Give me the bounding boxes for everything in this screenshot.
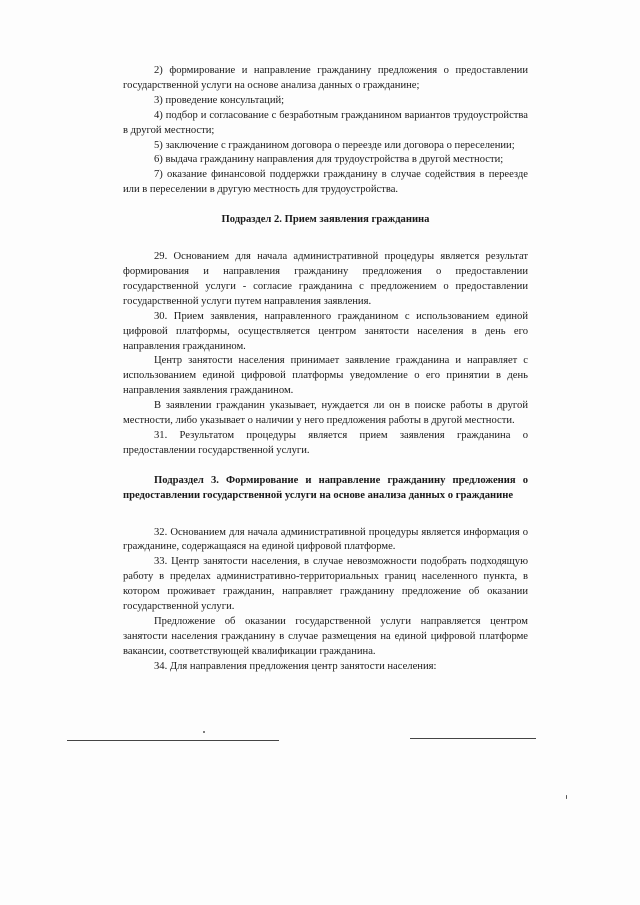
paragraph: 32. Основанием для начала административной процедуры является информация о гражданине, содержащаяся на единой цифровой платформе. bbox=[123, 526, 528, 553]
spacer bbox=[123, 504, 528, 526]
paragraph: В заявлении гражданин указывает, нуждается ли он в поиске работы в другой местности, либо указывает о наличии у него предложения работы в другой местности. bbox=[123, 400, 528, 427]
signature-line-right bbox=[410, 738, 536, 739]
list-item: 6) выдача гражданину направления для трудоустройства в другой местности; bbox=[154, 154, 504, 166]
spacer bbox=[123, 228, 528, 250]
section-3-heading: Подраздел 3. Формирование и направление гражданину предложения о предоставлении государственной услуги на основе анализа данных о гражданине bbox=[123, 474, 528, 501]
list-item: 7) оказание финансовой поддержки гражданину в случае содействия в переезде или в переселении в другую местность для трудоустройства. bbox=[123, 169, 528, 196]
list-item: 5) заключение с гражданином договора о переезде или договора о переселении; bbox=[154, 139, 515, 151]
section-2-heading: Подраздел 2. Прием заявления гражданина bbox=[221, 214, 430, 226]
paragraph: 33. Центр занятости населения, в случае невозможности подобрать подходящую работу в пределах административно-территориальных границ населенного пункта, в котором проживает гражданин, направляет гражданину предложение об оказании государственной услуги. bbox=[123, 556, 528, 613]
scan-speck bbox=[566, 795, 567, 799]
spacer bbox=[123, 198, 528, 213]
paragraph: Центр занятости населения принимает заявление гражданина и направляет с использованием единой цифровой платформы уведомление о его принятии в день направления заявления гражданином. bbox=[123, 355, 528, 397]
paragraph: Предложение об оказании государственной услуги направляется центром занятости населения гражданину в случае размещения на единой цифровой платформе вакансии, соответствующей квалификации гражданина. bbox=[123, 616, 528, 657]
scan-speck bbox=[203, 731, 205, 733]
list-item: 2) формирование и направление гражданину предложения о предоставлении государственной услуги на основе анализа данных о гражданине; bbox=[123, 65, 528, 91]
signature-line-left bbox=[67, 740, 279, 741]
document-body bbox=[123, 64, 528, 675]
paragraph: 31. Результатом процедуры является прием заявления гражданина о предоставлении государственной услуги. bbox=[123, 429, 528, 456]
paragraph: 34. Для направления предложения центр занятости населения: bbox=[154, 660, 437, 672]
paragraph: 30. Прием заявления, направленного гражданином с использованием единой цифровой платформы, осуществляется центром занятости населения в день его направления гражданином. bbox=[123, 310, 528, 352]
list-item: 4) подбор и согласование с безработным гражданином вариантов трудоустройства в другой местности; bbox=[123, 109, 528, 136]
paragraph: 29. Основанием для начала административной процедуры является результат формирования и направления гражданину предложения о предоставлении государственной услуги - согласие гражданина с предложением о предоставлении государственной услуги путем направления заявления. bbox=[123, 251, 528, 307]
list-item: 3) проведение консультаций; bbox=[154, 94, 285, 106]
spacer bbox=[123, 459, 528, 474]
